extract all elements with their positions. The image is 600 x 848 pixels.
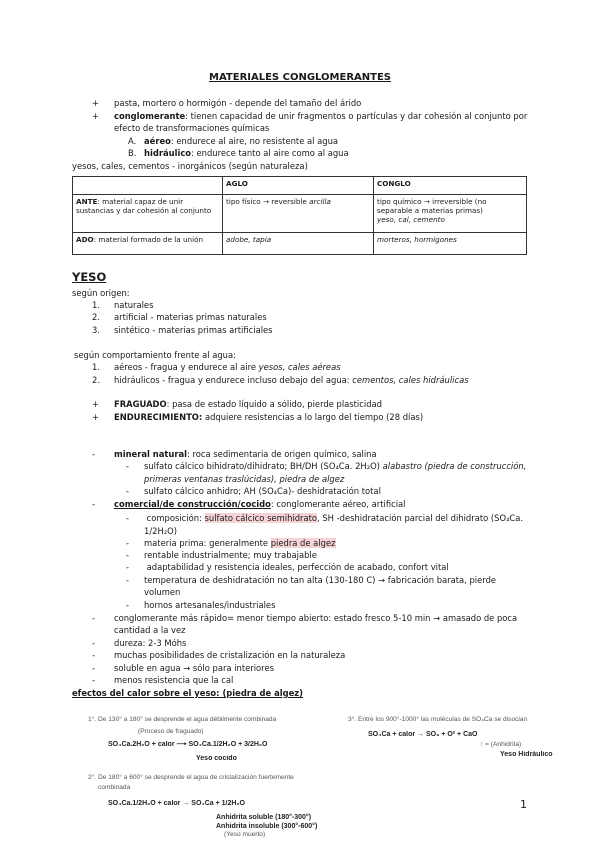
figure-text: 2°. De 180° a 600° se desprende el agua de cristalización fuertemente [88, 774, 294, 781]
table-header-aglo: AGLO [223, 177, 374, 195]
intro-line: yesos, cales, cementos - inorgánicos (según naturaleza) [72, 161, 308, 171]
document-title: MATERIALES CONGLOMERANTES [209, 72, 391, 83]
fraguado-item: + FRAGUADO: pasa de estado líquido a sólido, pierde plasticidad [92, 399, 382, 409]
efectos-heading: efectos del calor sobre el yeso: (piedra de algez) [72, 688, 303, 698]
table-row [73, 233, 527, 255]
figure-text: 3°. Entre los 900°-1000° las moléculas de SO₄Ca se disocian [348, 716, 528, 723]
dash-bullet-icon: - [126, 461, 130, 471]
comercial-sub-3: - rentable industrialmente; muy trabajable [126, 550, 317, 560]
comp-item-2: 2. hidráulicos - fragua y endurece incluso debajo del agua: cementos, cales hidráulicas [92, 375, 469, 385]
comercial-sub-1: - composición: sulfato cálcico semihidrato, SH -deshidratación parcial del dihidrato (SO₄Ca. [126, 513, 524, 523]
highlight: sulfato cálcico semihidrato [204, 513, 318, 523]
comp-item-1: 1. aéreos - fragua y endurece al aire yesos, cales aéreas [92, 362, 341, 372]
intro-bullet-2-cont: efecto de transformaciones químicas [114, 123, 270, 133]
dash-bullet-icon: - [126, 575, 130, 585]
page-number: 1 [520, 798, 527, 811]
mineral-sub-1: - sulfato cálcico bihidrato/dihidrato; BH/DH (SO₄Ca. 2H₂O) alabastro (piedra de construcción, [126, 461, 527, 471]
dash-bullet-icon: - [126, 600, 130, 610]
mineral-sub-2: - sulfato cálcico anhidro; AH (SO₄Ca)- deshidratación total [126, 486, 381, 496]
prop-item-3: - muchas posibilidades de cristalización en la naturaleza [92, 650, 346, 660]
comercial-sub-6: - hornos artesanales/industriales [126, 600, 276, 610]
figure-text: SO₄Ca.2H₂O + calor ⟶ SO₄Ca.1/2H₂O + 3/2H₂O [108, 741, 268, 748]
section-heading-yeso: YESO [72, 270, 107, 284]
dash-bullet-icon: - [92, 675, 96, 685]
comercial-sub-1-cont: 1/2H₂O) [144, 526, 177, 536]
prop-item-4: - soluble en agua → sólo para interiores [92, 663, 274, 673]
endurecimiento-item: + ENDURECIMIENTO: adquiere resistencias a lo largo del tiempo (28 días) [92, 412, 424, 422]
origen-item-1: 1. naturales [92, 300, 154, 310]
plus-bullet-icon: + [92, 111, 100, 121]
highlight: piedra de algez [270, 538, 336, 548]
intro-sub-b: B. hidráulico: endurece tanto al aire como al agua [128, 148, 349, 158]
table-cell: tipo físico → reversible arcilla [223, 195, 374, 233]
dash-bullet-icon: - [126, 538, 130, 548]
prop-item-1-cont: cantidad a la vez [114, 625, 186, 635]
comercial-item: - comercial/de construcción/cocido: conglomerante aéreo, artificial [92, 499, 406, 509]
table-cell-empty [73, 177, 223, 195]
intro-sub-a: A. aéreo: endurece al aire, no resistente al agua [128, 136, 339, 146]
plus-bullet-icon: + [92, 98, 100, 108]
dash-bullet-icon: - [126, 562, 130, 572]
figure-text: (Yeso muerto) [224, 831, 266, 838]
figure-text: combinada [98, 784, 131, 791]
plus-bullet-icon: + [92, 412, 100, 422]
dash-bullet-icon: - [92, 613, 96, 623]
table-row [73, 195, 527, 233]
table-cell: adobe, tapia [223, 233, 374, 255]
figure-text: SO₄Ca.1/2H₂O + calor → SO₄Ca + 1/2H₂O [108, 800, 245, 807]
prop-item-5: - menos resistencia que la cal [92, 675, 234, 685]
table-cell: morteros, hormigones [374, 233, 527, 255]
prop-item-1: - conglomerante más rápido= menor tiempo abierto: estado fresco 5-10 min → amasado de poca [92, 613, 518, 623]
dash-bullet-icon: - [92, 499, 96, 509]
figure-text: Anhidrita soluble (180°-300°) [216, 814, 312, 821]
scanned-figure [80, 710, 553, 845]
table-cell: ADO: material formado de la unión [73, 233, 223, 255]
segun-comportamiento: según comportamiento frente al agua: [74, 350, 236, 360]
figure-text: 1°. De 130° a 180° se desprende el agua débilmente combinada [88, 716, 277, 723]
dash-bullet-icon: - [92, 449, 96, 459]
segun-origen: según origen: [72, 288, 130, 298]
table-cell: ANTE: material capaz de unir sustancias y dar cohesión al conjunto [73, 195, 223, 233]
figure-text: (Proceso de fraguado) [138, 728, 204, 735]
origen-item-3: 3. sintético - materias primas artificiales [92, 325, 273, 335]
mineral-natural-item: - mineral natural: roca sedimentaria de origen químico, salina [92, 449, 377, 459]
mineral-sub-1-cont: primeras ventanas traslúcidas), piedra de algez [144, 474, 345, 484]
plus-bullet-icon: + [92, 399, 100, 409]
table-header-row [73, 177, 527, 195]
figure-text: SO₄Ca + calor → SO₃ + O² + CaO [368, 731, 478, 738]
figure-text: ↑ = (Anhidrita) [480, 741, 522, 748]
dash-bullet-icon: - [126, 513, 130, 523]
figure-text: Yeso Hidráulico [500, 751, 553, 758]
dash-bullet-icon: - [126, 550, 130, 560]
origen-item-2: 2. artificial - materias primas naturales [92, 312, 267, 322]
figure-text: Yeso cocido [196, 755, 237, 762]
dash-bullet-icon: - [92, 650, 96, 660]
table-cell: tipo químico → irreversible (no separable a materias primas) yeso, cal, cemento [374, 195, 527, 233]
comercial-sub-5-cont: volumen [144, 587, 181, 597]
comercial-sub-5: - temperatura de deshidratación no tan alta (130-180 C) → fabricación barata, pierde [126, 575, 497, 585]
prop-item-2: - dureza: 2-3 Móhs [92, 638, 187, 648]
table-header-conglo: CONGLO [374, 177, 527, 195]
figure-text: Anhidrita insoluble (300°-600°) [216, 823, 318, 830]
intro-bullet-2: + conglomerante: tienen capacidad de unir fragmentos o partículas y dar cohesión al conjunto por [92, 111, 528, 121]
comercial-sub-4: - adaptabilidad y resistencia ideales, perfección de acabado, confort vital [126, 562, 449, 572]
comercial-sub-2: - materia prima: generalmente piedra de algez [126, 538, 336, 548]
intro-bullet-1: + pasta, mortero o hormigón - depende del tamaño del árido [92, 98, 362, 108]
dash-bullet-icon: - [92, 638, 96, 648]
dash-bullet-icon: - [126, 486, 130, 496]
dash-bullet-icon: - [92, 663, 96, 673]
aglo-conglo-table [72, 176, 527, 255]
